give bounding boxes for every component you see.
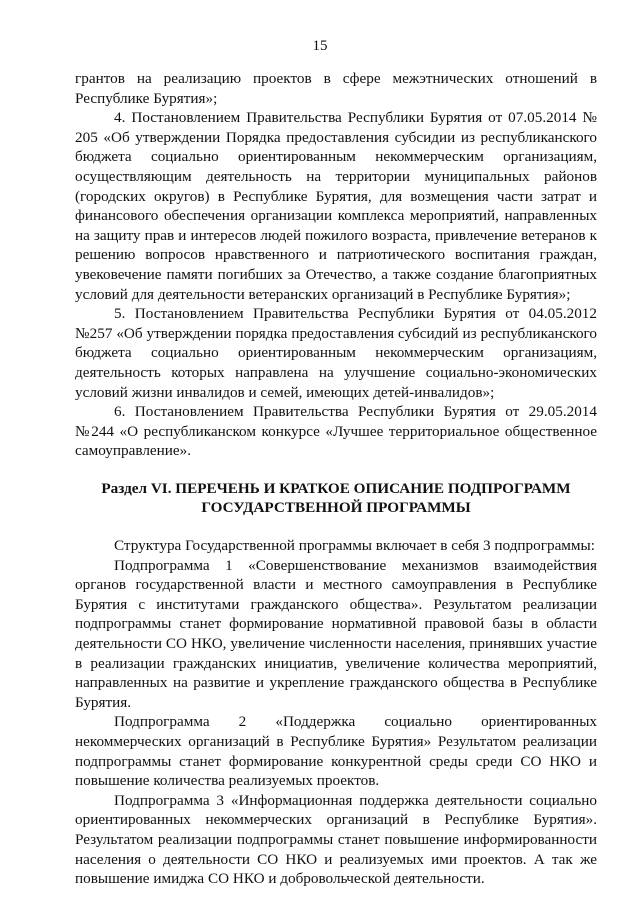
list-item-6: 6. Постановлением Правительства Республики Бурятия от 29.05.2014 №244 «О республиканском конкурсе «Лучшее территориальное общественное самоуправление». [75,403,597,460]
section-heading-line-1: Раздел VI. ПЕРЕЧЕНЬ И КРАТКОЕ ОПИСАНИЕ ПОДПРОГРАММ [101,479,571,497]
paragraph-structure: Структура Государственной программы включает в себя 3 подпрограммы: [114,537,595,555]
page-number: 15 [312,38,328,54]
paragraph-subprogram-2: Подпрограмма 2 «Поддержка социально ориентированных некоммерческих организаций в Республике Бурятия» Результатом реализации подпрограммы станет формирование конкурентной среды среди СО НКО и повышение количества реализуемых проектов. [75,713,597,790]
paragraph-subprogram-1: Подпрограмма 1 «Совершенствование механизмов взаимодействия органов государственной власти и местного самоуправления в Республике Бурятия с институтами гражданского общества». Результатом реализации подпрограммы станет формирование нормативной правовой базы в области деятельности СО НКО, увеличение численности населения, принявших участие в реализации гражданских инициатив, увеличение количества мероприятий, направленных на развитие и укрепление гражданского общества в Республике Бурятия. [75,556,597,711]
document-body [75,69,597,889]
paragraph-subprogram-3: Подпрограмма 3 «Информационная поддержка деятельности социально ориентированных некоммерческих организаций в Республике Бурятия». Результатом реализации подпрограммы станет повышение информированности населения о деятельности СО НКО и реализуемых ими проектов. А так же повышение имиджа СО НКО и добровольческой деятельности. [75,791,597,888]
list-item-5: 5. Постановлением Правительства Республики Бурятия от 04.05.2012 №257 «Об утверждении порядка предоставления субсидий из республиканского бюджета социально ориентированным некоммерческим организациям, деятельность которых направлена на улучшение социально-экономических условий жизни инвалидов и семей, имеющих детей-инвалидов»; [75,305,597,401]
list-item-continuation: грантов на реализацию проектов в сфере межэтнических отношений в Республике Бурятия»; [75,70,597,107]
section-heading [75,479,597,518]
section-heading-line-2: ГОСУДАРСТВЕННОЙ ПРОГРАММЫ [201,499,471,517]
list-item-4: 4. Постановлением Правительства Республики Бурятия от 07.05.2014 № 205 «Об утверждении Порядка предоставления субсидии из республиканского бюджета социально ориентированным некоммерческим организациям, осуществляющим деятельность на территории муниципальных районов (городских округов) в Республике Бурятия, для возмещения части затрат и финансового обеспечения организации комплекса мероприятий, направленных на защиту прав и интересов людей пожилого возраста, привлечение ветеранов к решению вопросов нравственного и патриотического воспитания граждан, увековечение памяти погибших за Отечество, а также создание благоприятных условий для деятельности ветеранских организаций в Республике Бурятия»; [75,109,597,303]
